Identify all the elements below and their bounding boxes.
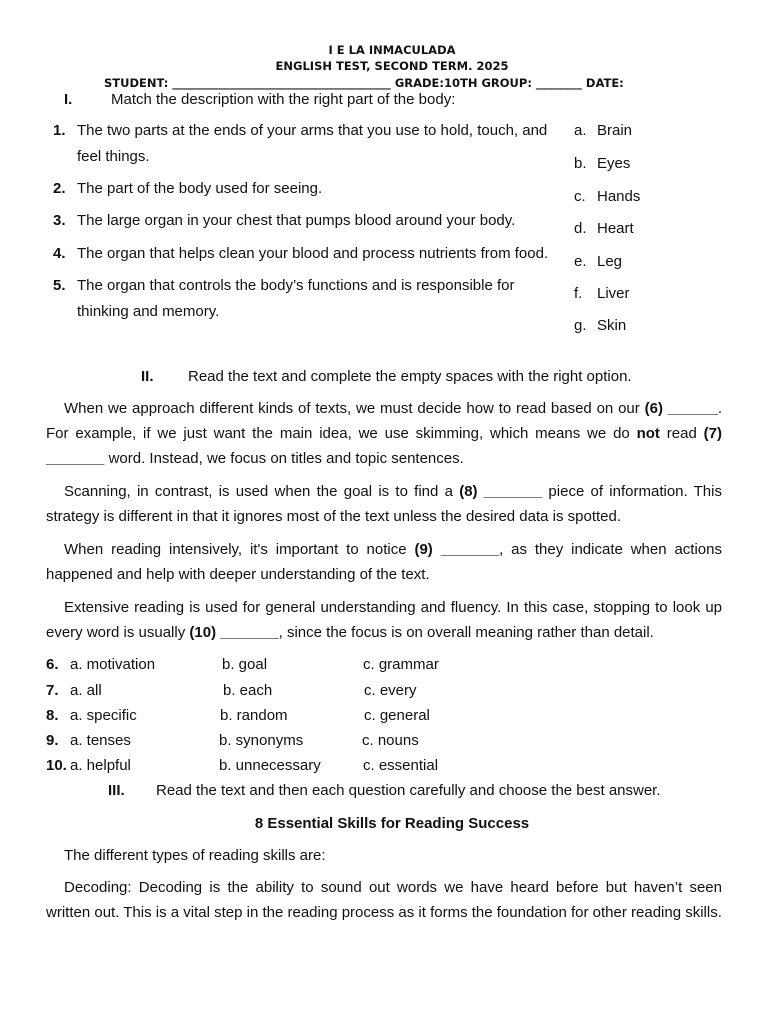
- option-text: Hands: [597, 188, 641, 205]
- item-text-cont: feel things.: [77, 148, 150, 165]
- student-info-line: STUDENT: ______________________________________ GRADE:10TH GROUP: ________ DATE:: [104, 76, 624, 90]
- section-2-number: II.: [141, 368, 154, 385]
- item-number: 3.: [53, 212, 66, 229]
- section-2-instruction: Read the text and complete the empty spaces with the right option.: [188, 368, 632, 385]
- test-title: ENGLISH TEST, SECOND TERM. 2025: [275, 59, 509, 73]
- option-text: Leg: [597, 253, 623, 270]
- option-text: Brain: [597, 122, 633, 139]
- blank-9: (9) _______: [414, 541, 500, 558]
- option-text: Heart: [597, 220, 634, 237]
- paragraph-3: When reading intensively, it's important to notice (9) _______, as they indicate when actions happened and help with deeper understanding of the text.: [46, 541, 722, 583]
- item-text: The large organ in your chest that pumps blood around your body.: [77, 212, 516, 229]
- item-number: 1.: [53, 122, 66, 139]
- option-text: Liver: [597, 285, 630, 302]
- option-letter: g.: [574, 317, 587, 334]
- blank-7: (7) _______: [46, 425, 722, 467]
- blank-6: (6) ______: [644, 400, 718, 417]
- reading-title: 8 Essential Skills for Reading Success: [254, 815, 530, 832]
- option-letter: d.: [574, 220, 587, 237]
- paragraph-4: Extensive reading is used for general understanding and fluency. In this case, stopping to look up every word is usually (10) _______, since the focus is on overall meaning rather than detail.: [46, 599, 722, 641]
- item-text: The two parts at the ends of your arms that you use to hold, touch, and: [77, 122, 548, 139]
- section-3-number: III.: [108, 782, 125, 799]
- paragraph-6: Decoding: Decoding is the ability to sound out words we have heard before but haven’t seen written out. This is a vital step in the reading process as it forms the foundation for other reading skills.: [46, 879, 722, 921]
- option-letter: e.: [574, 253, 587, 270]
- paragraph-2: Scanning, in contrast, is used when the goal is to find a (8) _______ piece of information. This strategy is different in that it ignores most of the text unless the desired data is spotted.: [46, 483, 722, 525]
- item-text: The part of the body used for seeing.: [77, 180, 323, 197]
- option-letter: c.: [574, 188, 586, 205]
- item-text: The organ that helps clean your blood and process nutrients from food.: [77, 245, 549, 262]
- item-number: 4.: [53, 245, 66, 262]
- option-text: Skin: [597, 317, 627, 334]
- item-number: 5.: [53, 277, 66, 294]
- item-text: The organ that controls the body’s functions and is responsible for: [77, 277, 515, 294]
- paragraph-5: The different types of reading skills are:: [64, 847, 326, 864]
- section-3-instruction: Read the text and then each question carefully and choose the best answer.: [156, 782, 661, 799]
- blank-8: (8) _______: [459, 483, 543, 500]
- item-number: 2.: [53, 180, 66, 197]
- option-text: Eyes: [597, 155, 631, 172]
- blank-10: (10) _______: [189, 624, 279, 641]
- section-1-number: I.: [64, 91, 73, 108]
- option-letter: b.: [574, 155, 587, 172]
- item-text-cont: thinking and memory.: [77, 303, 220, 320]
- section-1-instruction: Match the description with the right part of the body:: [111, 91, 456, 108]
- option-letter: f.: [574, 285, 583, 302]
- paragraph-1: When we approach different kinds of texts, we must decide how to read based on our (6) ______. For example, if we just want the main idea, we use skimming, which means we do not read (7) _______ word. Instead, we focus on titles and topic sentences.: [46, 400, 722, 467]
- school-name: I E LA INMACULADA: [328, 43, 456, 57]
- option-letter: a.: [574, 122, 587, 139]
